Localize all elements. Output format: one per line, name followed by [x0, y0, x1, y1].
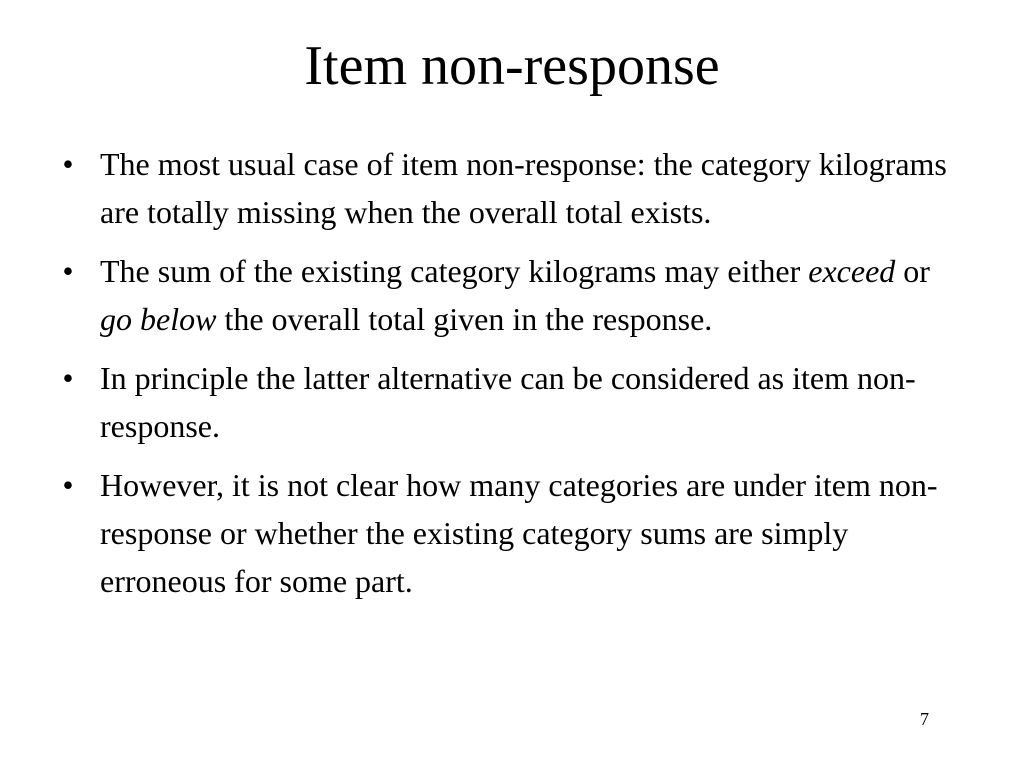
- bullet-text: In principle the latter alternative can be considered as item non-response.: [100, 360, 916, 444]
- bullet-text: However, it is not clear how many categories are under item non-response or whether the existing category sums are simply erroneous for some part.: [100, 467, 938, 599]
- page-number: 7: [920, 709, 929, 729]
- bullet-item-4: [58, 461, 963, 605]
- bullet-icon: •: [62, 253, 74, 289]
- bullet-text-part: the overall total given in the response.: [216, 301, 713, 337]
- emphasized-text-exceed: exceed: [808, 253, 896, 289]
- bullet-item-3: [58, 354, 963, 450]
- bullet-item-2: [58, 247, 963, 343]
- emphasized-text-go-below: go below: [100, 301, 217, 337]
- bullet-icon: •: [62, 146, 74, 182]
- bullet-text-part: or: [895, 253, 930, 289]
- bullet-text-part: The sum of the existing category kilograms may either: [100, 253, 809, 289]
- bullet-icon: •: [62, 360, 74, 396]
- bullet-list: [58, 140, 963, 616]
- bullet-icon: •: [62, 467, 74, 503]
- bullet-text: The most usual case of item non-response: the category kilograms are totally missing when the overall total exists.: [100, 146, 947, 230]
- slide-title: Item non-response: [304, 35, 720, 97]
- bullet-item-1: [58, 140, 963, 236]
